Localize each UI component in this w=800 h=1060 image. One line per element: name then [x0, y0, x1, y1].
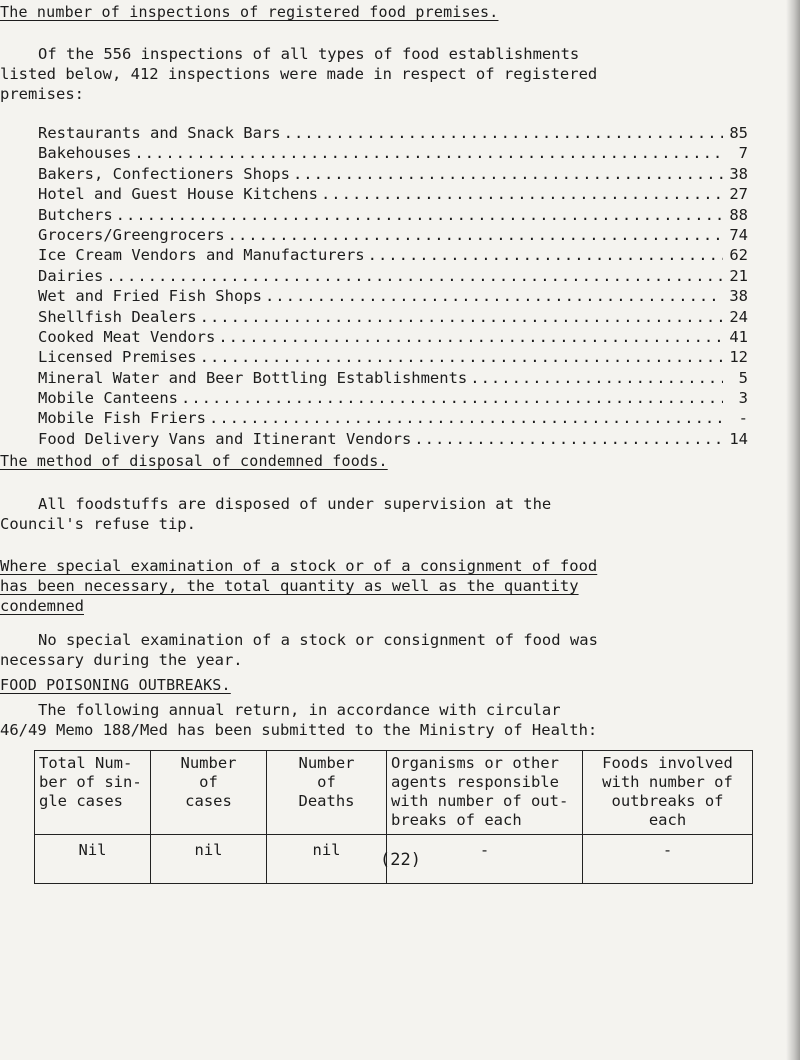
- premises-row: [38, 205, 748, 225]
- intro-line-2: listed below, 412 inspections were made in respect of registered: [0, 65, 598, 83]
- table-cell: Nil: [35, 835, 151, 884]
- header-line: of: [199, 773, 218, 791]
- premises-count: 85: [729, 124, 748, 142]
- premises-row: [38, 347, 748, 367]
- header-line: of: [317, 773, 336, 791]
- premises-label: Mobile Fish Friers: [38, 409, 206, 428]
- premises-label: Dairies: [38, 266, 104, 285]
- premises-row: [38, 429, 748, 449]
- dot-leader: [218, 327, 723, 347]
- premises-count: 41: [729, 327, 748, 346]
- header-line: Number: [180, 754, 237, 772]
- page-edge-shadow: [786, 0, 800, 1060]
- premises-list: [38, 123, 748, 449]
- header-line: breaks of each: [391, 811, 522, 829]
- header-line: cases: [185, 792, 232, 810]
- premises-label: Shellfish Dealers: [38, 307, 197, 326]
- table-header-cell: [387, 751, 583, 835]
- premises-count: 88: [729, 205, 748, 224]
- intro-line-1: Of the 556 inspections of all types of food establishments: [38, 45, 580, 63]
- premises-label: Butchers: [38, 205, 113, 224]
- premises-label: Bakehouses: [38, 144, 132, 163]
- premises-label: Restaurants and Snack Bars: [38, 124, 281, 142]
- premises-row: [38, 225, 748, 245]
- premises-count: 3: [738, 389, 748, 408]
- header-line: agents responsible: [391, 773, 559, 791]
- premises-count: 38: [729, 164, 748, 183]
- header-line: ber of sin-: [39, 773, 142, 791]
- table-cell: -: [387, 835, 583, 884]
- disposal-line-1: All foodstuffs are disposed of under supervision at the: [38, 495, 552, 513]
- premises-label: Bakers, Confectioners Shops: [38, 164, 290, 183]
- premises-label: Hotel and Guest House Kitchens: [38, 185, 318, 204]
- table-header-cell: [267, 751, 387, 835]
- dot-leader: [293, 164, 723, 184]
- header-line: Total Num-: [39, 754, 133, 772]
- dot-leader: [200, 347, 723, 367]
- disposal-line-2: Council's refuse tip.: [0, 515, 196, 533]
- premises-row: [38, 388, 748, 408]
- premises-count: 27: [729, 185, 748, 204]
- header-line: Organisms or other: [391, 754, 559, 772]
- header-line: outbreaks of: [611, 792, 724, 810]
- premises-count: 74: [729, 225, 748, 244]
- dot-leader: [134, 143, 723, 163]
- premises-label: Ice Cream Vendors and Manufacturers: [38, 246, 365, 265]
- return-line-1: The following annual return, in accordance with circular: [38, 701, 561, 719]
- header-line: gle cases: [39, 792, 123, 810]
- dot-leader: [116, 205, 723, 225]
- premises-count: 21: [729, 266, 748, 285]
- page-number: (22): [380, 850, 421, 870]
- dot-leader: [200, 307, 723, 327]
- header-line: each: [648, 811, 687, 829]
- table-cell: nil: [151, 835, 267, 884]
- no-special-exam-line-1: No special examination of a stock or consignment of food was: [38, 631, 598, 649]
- premises-count: 24: [729, 307, 748, 326]
- table-cell: -: [583, 835, 753, 884]
- intro-line-3: premises:: [0, 85, 84, 103]
- premises-label: Licensed Premises: [38, 348, 197, 367]
- premises-label: Wet and Fried Fish Shops: [38, 287, 262, 306]
- premises-row: [38, 307, 748, 327]
- special-exam-line-2: has been necessary, the total quantity as well as the quantity: [0, 577, 579, 595]
- premises-row: [38, 143, 748, 163]
- premises-row: [38, 245, 748, 265]
- header-line: with number of out-: [391, 792, 569, 810]
- special-exam-line-1: Where special examination of a stock or of a consignment of food: [0, 557, 598, 575]
- dot-leader: [414, 429, 723, 449]
- table-cell: nil: [267, 835, 387, 884]
- dot-leader: [284, 123, 723, 143]
- dot-leader: [209, 408, 723, 428]
- premises-row: [38, 164, 748, 184]
- premises-row: [38, 123, 748, 143]
- header-line: Deaths: [298, 792, 355, 810]
- section-heading-food-poisoning: FOOD POISONING OUTBREAKS.: [0, 676, 231, 694]
- special-exam-line-3: condemned: [0, 597, 84, 615]
- premises-count: 38: [729, 287, 748, 306]
- header-line: Foods involved: [602, 754, 733, 772]
- premises-count: 14: [729, 429, 748, 448]
- dot-leader: [368, 245, 723, 265]
- premises-label: Mineral Water and Beer Bottling Establishments: [38, 368, 468, 387]
- premises-row: [38, 327, 748, 347]
- table-header-cell: [35, 751, 151, 835]
- header-line: Number: [298, 754, 355, 772]
- section-heading-inspections: The number of inspections of registered food premises.: [0, 3, 499, 21]
- premises-row: [38, 286, 748, 306]
- table-header-cell: [151, 751, 267, 835]
- return-line-2: 46/49 Memo 188/Med has been submitted to the Ministry of Health:: [0, 721, 598, 739]
- premises-count: 12: [729, 348, 748, 367]
- dot-leader: [265, 286, 723, 306]
- premises-count: 7: [738, 144, 748, 163]
- premises-label: Grocers/Greengrocers: [38, 225, 225, 244]
- premises-label: Cooked Meat Vendors: [38, 327, 216, 346]
- section-heading-disposal: The method of disposal of condemned foods.: [0, 452, 388, 470]
- premises-row: [38, 368, 748, 388]
- premises-count: -: [738, 409, 748, 428]
- premises-row: [38, 266, 748, 286]
- premises-label: Food Delivery Vans and Itinerant Vendors: [38, 429, 412, 448]
- premises-row: [38, 184, 748, 204]
- premises-count: 62: [729, 246, 748, 265]
- premises-count: 5: [738, 368, 748, 387]
- table-header-cell: [583, 751, 753, 835]
- no-special-exam-line-2: necessary during the year.: [0, 651, 243, 669]
- dot-leader: [321, 184, 723, 204]
- dot-leader: [181, 388, 723, 408]
- dot-leader: [228, 225, 723, 245]
- premises-label: Mobile Canteens: [38, 389, 178, 408]
- table-header-row: [35, 751, 753, 835]
- dot-leader: [470, 368, 723, 388]
- header-line: with number of: [602, 773, 733, 791]
- premises-row: [38, 408, 748, 428]
- dot-leader: [106, 266, 723, 286]
